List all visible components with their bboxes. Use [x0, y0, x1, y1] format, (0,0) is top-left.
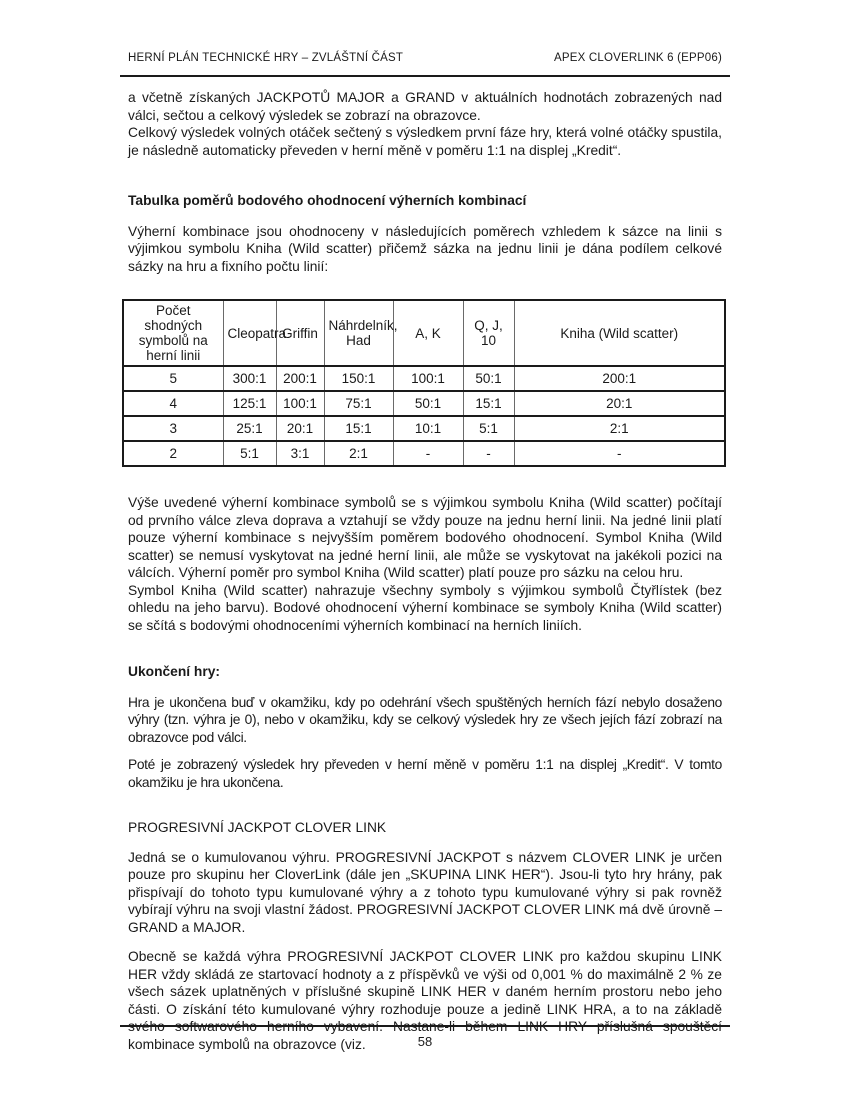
table-cell: -: [514, 441, 725, 466]
table-cell: 5:1: [223, 441, 276, 466]
header-title-right: APEX CLOVERLINK 6 (EPP06): [554, 52, 722, 64]
table-cell: 20:1: [514, 391, 725, 416]
table-cell: 2:1: [324, 441, 393, 466]
paragraph-combination-rules: Výše uvedené výherní kombinace symbolů se s výjimkou symbolu Kniha (Wild scatter) počítají od prvního válce zleva doprava a vztahují se vždy pouze na jednu herní linii. Na jedné linii platí pouze výherní kombinace s nejvyšším poměrem bodového ohodnocení. Symbol Kniha (Wild scatter) se nemusí vyskytovat na jedné herní linii, ale může se vyskytovat na jakékoli pozici na válcích. Výherní poměr pro symbol Kniha (Wild scatter) platí pouze pro sázku na celou hru.: [128, 495, 722, 580]
table-cell: 15:1: [463, 391, 514, 416]
table-cell: 4: [123, 391, 223, 416]
table-cell: 200:1: [514, 366, 725, 391]
table-cell: 75:1: [324, 391, 393, 416]
table-cell: 10:1: [393, 416, 463, 441]
page-header: [128, 0, 722, 64]
page-content: [128, 0, 722, 1053]
table-header-cell: A, K: [393, 300, 463, 366]
table-cell: 100:1: [393, 366, 463, 391]
paragraph-jackpot-description: Jedná se o kumulovanou výhru. PROGRESIVNÍ JACKPOT s názvem CLOVER LINK je určen pouze pro skupinu her CloverLink (dále jen „SKUPINA LINK HER“). Jsou-li tyto hry hrány, pak přispívají do tohoto typu kumulované výhry a z tohoto typu kumulované výhry si pak rovněž vybírají výhru na svoji vlastní žádost. PROGRESIVNÍ JACKPOT CLOVER LINK má dvě úrovně – GRAND a MAJOR.: [128, 849, 722, 935]
table-header-cell: Q, J, 10: [463, 300, 514, 366]
paragraph-payout-intro: Výherní kombinace jsou ohodnoceny v následujících poměrech vzhledem k sázce na linii s výjimkou symbolu Kniha (Wild scatter) přičemž sázka na jednu linii je dána podílem celkové sázky na hru a fixního počtu linií:: [128, 223, 722, 274]
paragraph-free-spins-result: Celkový výsledek volných otáček sečtený s výsledkem první fáze hry, která volné otáčky spustila, je následně automaticky převeden v herní měně v poměru 1:1 na displej „Kredit“.: [128, 125, 722, 158]
section-heading-game-end: Ukončení hry:: [128, 664, 220, 679]
table-cell: 2:1: [514, 416, 725, 441]
table-header-cell: Kniha (Wild scatter): [514, 300, 725, 366]
table-cell: 150:1: [324, 366, 393, 391]
table-cell: 3:1: [276, 441, 324, 466]
paragraph-wild-scatter: Symbol Kniha (Wild scatter) nahrazuje všechny symboly s výjimkou symbolů Čtyřlístek (bez ohledu na jeho barvu). Bodové ohodnocení výherní kombinace se symboly Kniha (Wild scatter) se sčítá s bodovými ohodnoceními výherních kombinací na herních liniích.: [128, 582, 722, 633]
table-cell: 125:1: [223, 391, 276, 416]
payout-table: [122, 299, 726, 467]
table-cell: 25:1: [223, 416, 276, 441]
table-cell: 2: [123, 441, 223, 466]
paragraph-jackpot-sum: a včetně získaných JACKPOTŮ MAJOR a GRAND v aktuálních hodnotách zobrazených nad válci, sečtou a celkový výsledek se zobrazí na obrazovce.: [128, 90, 722, 123]
table-row: [123, 366, 725, 391]
table-row: [123, 391, 725, 416]
header-rule: [120, 75, 730, 77]
page-number: 58: [417, 1034, 433, 1049]
footer-rule: [120, 1025, 730, 1027]
table-cell: 50:1: [393, 391, 463, 416]
table-header-cell: Griffin: [276, 300, 324, 366]
table-cell: 5:1: [463, 416, 514, 441]
table-cell: 50:1: [463, 366, 514, 391]
table-cell: 3: [123, 416, 223, 441]
table-cell: -: [393, 441, 463, 466]
table-cell: -: [463, 441, 514, 466]
table-cell: 5: [123, 366, 223, 391]
section-heading-payout-table: Tabulka poměrů bodového ohodnocení výherních kombinací: [128, 193, 527, 208]
table-header-cell: Počet shodných symbolů na herní linii: [123, 300, 223, 366]
payout-table-header-row: [123, 300, 725, 366]
table-cell: 20:1: [276, 416, 324, 441]
table-cell: 200:1: [276, 366, 324, 391]
paragraph-game-end-2: Poté je zobrazený výsledek hry převeden v herní měně v poměru 1:1 na displej „Kredit“. V tomto okamžiku je hra ukončena.: [128, 757, 722, 790]
table-header-cell: Cleopatra: [223, 300, 276, 366]
table-cell: 15:1: [324, 416, 393, 441]
header-title-left: HERNÍ PLÁN TECHNICKÉ HRY – ZVLÁŠTNÍ ČÁST: [128, 52, 404, 64]
table-cell: 100:1: [276, 391, 324, 416]
paragraph-game-end-1: Hra je ukončena buď v okamžiku, kdy po odehrání všech spuštěných herních fází nebylo dosaženo výhry (tzn. výhra je 0), nebo v okamžiku, kdy se celkový výsledek hry ze všech jejích fází zobrazí na obrazovce pod válci.: [128, 694, 722, 745]
paragraph-jackpot-contribution: Obecně se každá výhra PROGRESIVNÍ JACKPOT CLOVER LINK pro každou skupinu LINK HER vždy skládá ze startovací hodnoty a z příspěvků ve výši od 0,001 % do maximálně 2 % ze všech sázek uplatněných v příslušné skupině LINK HER v daném herním prostoru nebo jeho části. O získání této kumulované výhry rozhoduje pouze a jedině LINK HRA, a to na základě svého softwarového herního vybavení. Nastane-li během LINK HRY příslušná spouštěcí kombinace symbolů na obrazovce (viz.: [128, 949, 722, 1052]
table-row: [123, 416, 725, 441]
table-row: [123, 441, 725, 466]
section-heading-progressive-jackpot: PROGRESIVNÍ JACKPOT CLOVER LINK: [128, 820, 387, 835]
table-cell: 300:1: [223, 366, 276, 391]
table-header-cell: Náhrdelník, Had: [324, 300, 393, 366]
